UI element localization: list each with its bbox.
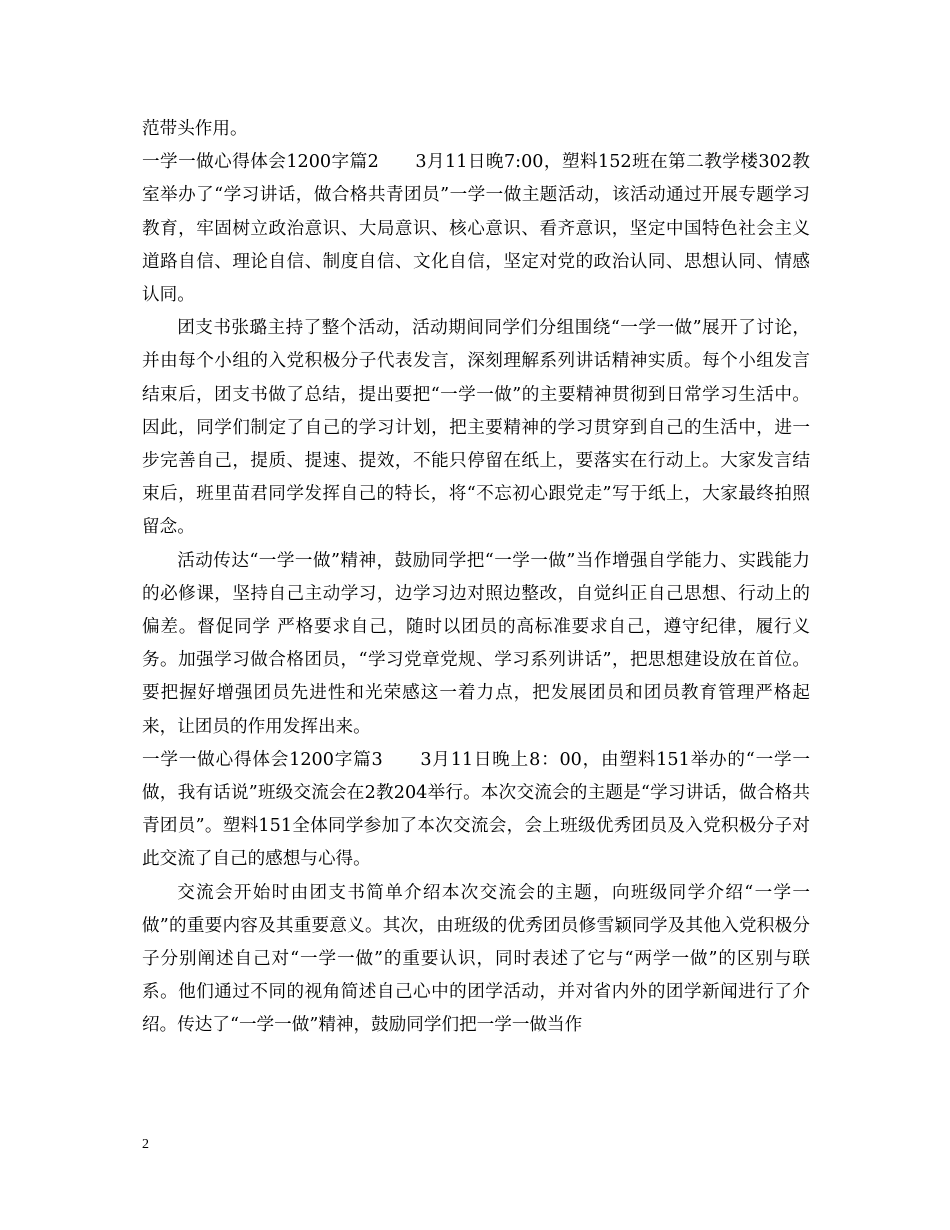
paragraph-4: 活动传达“一学一做”精神，鼓励同学把“一学一做”当作增强自学能力、实践能力的必修课，坚持自己主动学习，边学习边对照边整改，自觉纠正自己思想、行动上的偏差。督促同学 严格要求自己，随时以团员的高标准要求自己，遵守纪律，履行义务。加强学习做合格团员，“学习党章党规、学习系列讲话”，把思想建设放在首位。要把握好增强团员先进性和光荣感这一着力点，把发展团员和团员教育管理严格起来，让团员的作用发挥出来。 — [142, 550, 810, 737]
paragraph-5: 一学一做心得体会1200字篇3 3月11日晚上8：00，由塑料151举办的“一学一做，我有话说”班级交流会在2教204举行。本次交流会的主题是“学习讲话，做合格共青团员”。塑料151全体同学参加了本次交流会，会上班级优秀团员及入党积极分子对此交流了自己的感想与心得。 — [142, 749, 810, 870]
paragraph-2: 一学一做心得体会1200字篇2 3月11日晚7:00，塑料152班在第二教学楼302教室举办了“学习讲话，做合格共青团员”一学一做主题活动，该活动通过开展专题学习教育，牢固树立政治意识、大局意识、核心意识、看齐意识，坚定中国特色社会主义道路自信、理论自信、制度自信、文化自信，坚定对党的政治认同、思想认同、情感认同。 — [142, 152, 810, 306]
paragraph-1: 范带头作用。 — [142, 119, 248, 139]
document-body — [142, 113, 810, 1043]
page-number: 2 — [142, 1137, 149, 1152]
paragraph-6: 交流会开始时由团支书简单介绍本次交流会的主题，向班级同学介绍“一学一做”的重要内容及其重要意义。其次，由班级的优秀团员修雪颖同学及其他入党积极分子分别阐述自己对“一学一做”的重要认识，同时表述了它与“两学一做”的区别与联系。他们通过不同的视角简述自己心中的团学活动，并对省内外的团学新闻进行了介绍。传达了“一学一做”精神，鼓励同学们把一学一做当作 — [142, 882, 810, 1036]
paragraph-3: 团支书张璐主持了整个活动，活动期间同学们分组围绕“一学一做”展开了讨论，并由每个小组的入党积极分子代表发言，深刻理解系列讲话精神实质。每个小组发言结束后，团支书做了总结，提出要把“一学一做”的主要精神贯彻到日常学习生活中。因此，同学们制定了自己的学习计划，把主要精神的学习贯穿到自己的生活中，进一步完善自己，提质、提速、提效，不能只停留在纸上，要落实在行动上。大家发言结束后，班里苗君同学发挥自己的特长，将“不忘初心跟党走”写于纸上，大家最终拍照留念。 — [142, 318, 810, 538]
